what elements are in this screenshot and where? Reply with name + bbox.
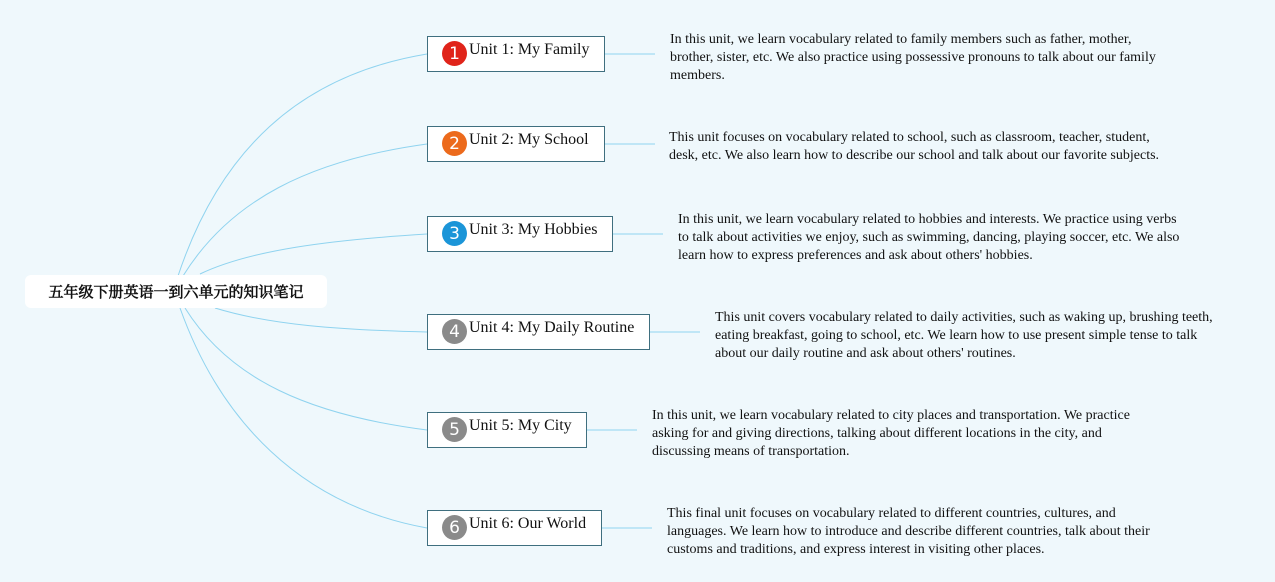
unit-3-description: In this unit, we learn vocabulary related to hobbies and interests. We practice using verbs to talk about activities we enjoy, such as swimming, dancing, playing soccer, etc. We also learn how to express preferences and ask about others' hobbies. <box>678 212 1180 263</box>
connector-root-unit-4 <box>215 308 427 332</box>
unit-5-label: Unit 5: My City <box>469 417 572 434</box>
unit-1-number-badge: 1 <box>442 41 467 66</box>
unit-node-2[interactable] <box>427 126 605 162</box>
connector-root-unit-6 <box>180 308 427 528</box>
unit-6-description: This final unit focuses on vocabulary related to different countries, cultures, and languages. We learn how to introduce and describe different countries, talk about their customs and traditions, and express interest in visiting other places. <box>667 506 1150 557</box>
root-topic-node[interactable] <box>25 275 327 308</box>
unit-2-description: This unit focuses on vocabulary related to school, such as classroom, teacher, student, desk, etc. We also learn how to describe our school and talk about our favorite subjects. <box>669 130 1160 163</box>
unit-3-number-badge: 3 <box>442 221 467 246</box>
connector-root-unit-3 <box>200 234 427 274</box>
unit-2-label: Unit 2: My School <box>469 131 589 148</box>
unit-node-4[interactable] <box>427 314 650 350</box>
unit-4-label: Unit 4: My Daily Routine <box>469 319 635 336</box>
unit-5-number-badge: 5 <box>442 417 467 442</box>
unit-node-3[interactable] <box>427 216 613 252</box>
unit-3-label: Unit 3: My Hobbies <box>469 221 598 238</box>
unit-1-label: Unit 1: My Family <box>469 41 590 58</box>
unit-2-number-badge: 2 <box>442 131 467 156</box>
unit-node-1[interactable] <box>427 36 605 72</box>
unit-6-label: Unit 6: Our World <box>469 515 587 532</box>
unit-4-description: This unit covers vocabulary related to daily activities, such as waking up, brushing teeth, eating breakfast, going to school, etc. We learn how to use present simple tense to talk about our daily routine and ask about others' routines. <box>715 310 1213 361</box>
connector-root-unit-5 <box>185 308 427 430</box>
unit-4-number-badge: 4 <box>442 319 467 344</box>
unit-1-description: In this unit, we learn vocabulary related to family members such as father, mother, brother, sister, etc. We also practice using possessive pronouns to talk about our family members. <box>670 32 1156 83</box>
unit-6-number-badge: 6 <box>442 515 467 540</box>
connector-root-unit-1 <box>178 54 427 276</box>
unit-node-5[interactable] <box>427 412 587 448</box>
unit-node-6[interactable] <box>427 510 602 546</box>
connector-root-unit-2 <box>183 144 427 276</box>
root-topic-title: 五年级下册英语一到六单元的知识笔记 <box>48 283 304 301</box>
unit-5-description: In this unit, we learn vocabulary related to city places and transportation. We practice asking for and giving directions, talking about different locations in the city, and discussing means of transportation. <box>652 408 1130 459</box>
